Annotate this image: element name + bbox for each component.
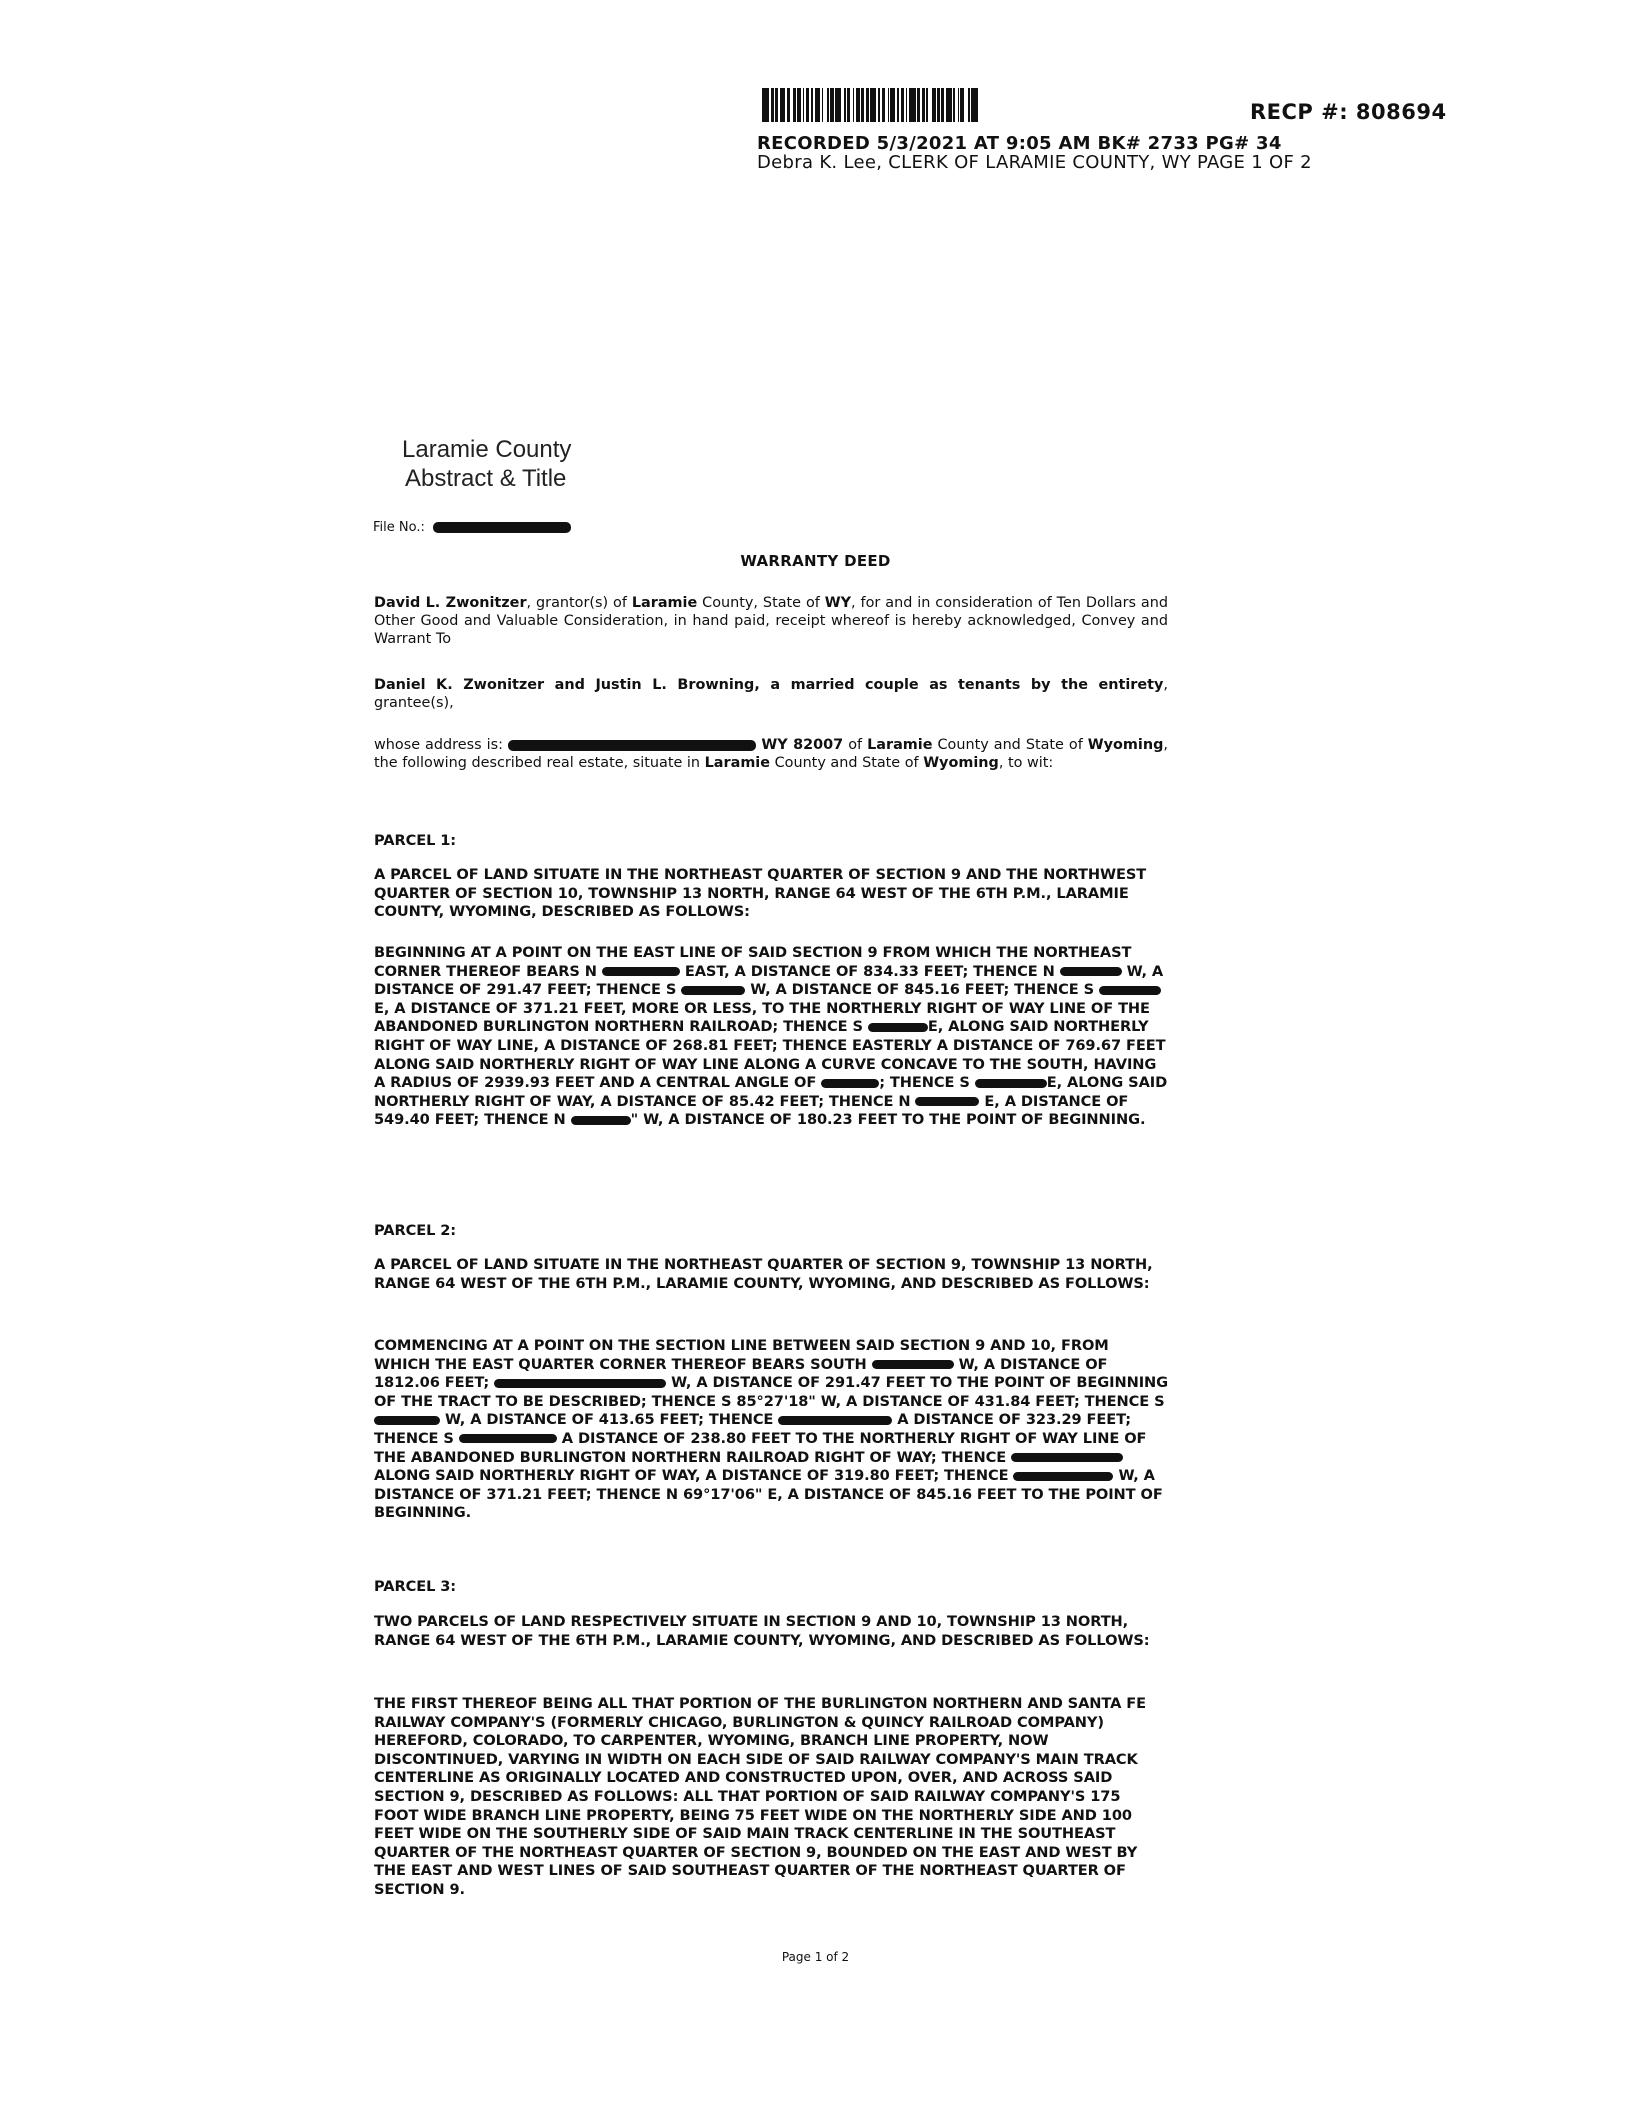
company-name-line1: Laramie County [402,436,572,463]
text-run: , grantor(s) of [526,595,632,611]
grantee-names: Daniel K. Zwonitzer and Justin L. Browning, a married couple as tenants by the entirety [374,677,1164,693]
text-run: , grantee(s), [374,677,1168,711]
text-run: EAST, A DISTANCE OF 834.33 FEET; THENCE N [679,962,1055,980]
redaction-mark [602,967,680,976]
file-number-label: File No.: [373,520,425,535]
redaction-mark [508,740,756,751]
page-number: Page 1 of 2 [781,1950,850,1964]
parcel-3-first-parcel: THE FIRST THEREOF BEING ALL THAT PORTION OF THE BURLINGTON NORTHERN AND SANTA FE RAILWAY COMPANY'S (FORMERLY CHICAGO, BURLINGTON & QUINCY RAILROAD COMPANY) HEREFORD, COLORADO, TO CARPENTER, WYOMING, BRANCH LINE PROPERTY, NOW DISCONTINUED, VARYING IN WIDTH ON EACH SIDE OF SAID RAILWAY COMPANY'S MAIN TRACK CENTERLINE AS ORIGINALLY LOCATED AND CONSTRUCTED UPON, OVER, AND ACROSS SAID SECTION 9, DESCRIBED AS FOLLOWS: ALL THAT PORTION OF SAID RAILWAY COMPANY'S 175 FOOT WIDE BRANCH LINE PROPERTY, BEING 75 FEET WIDE ON THE NORTHERLY SIDE AND 100 FEET WIDE ON THE SOUTHERLY SIDE OF SAID MAIN TRACK CENTERLINE IN THE SOUTHEAST QUARTER OF THE NORTHEAST QUARTER OF SECTION 9, BOUNDED ON THE EAST AND WEST BY THE EAST AND WEST LINES OF SAID SOUTHEAST QUARTER OF THE NORTHEAST QUARTER OF SECTION 9. [374,1695,1147,1898]
text-run: A DISTANCE OF 238.80 FEET TO THE NORTHERLY RIGHT OF WAY LINE OF THE ABANDONED BURLINGTON NORTHERN RAILROAD RIGHT OF WAY; THENCE [374,1429,1147,1466]
redaction-mark [778,1416,892,1425]
text-run: E, A DISTANCE OF 371.21 FEET, MORE OR LESS, TO THE NORTHERLY RIGHT OF WAY LINE OF THE ABANDONED BURLINGTON NORTHERN RAILROAD; THENCE S [374,999,1150,1036]
barcode-bar [909,88,916,122]
redaction-mark [1060,967,1122,976]
text-run: W, A DISTANCE OF 291.47 FEET TO THE POINT OF BEGINNING OF THE TRACT TO BE DESCRIBED; THENCE S 85°27'18" W, A DISTANCE OF 431.84 FEET; THENCE S [374,1374,1169,1410]
zip-code: WY 82007 [755,737,844,753]
redaction-mark [494,1379,666,1388]
barcode-bar [762,88,769,122]
barcode-bar [971,88,978,122]
redaction-mark [1013,1472,1113,1481]
redaction-mark [915,1097,979,1106]
county-name: Laramie [704,755,771,771]
parcel-3-heading: PARCEL 3: [374,1578,457,1595]
company-name-line2: Abstract & Title [405,465,567,492]
text-run: , the following described real estate, situate in [374,737,1168,771]
receipt-number: RECP #: 808694 [1250,100,1447,124]
redaction-mark [821,1079,879,1088]
text-run: E, ALONG SAID NORTHERLY RIGHT OF WAY LINE, A DISTANCE OF 268.81 FEET; THENCE EASTERLY A DISTANCE OF 769.67 FEET ALONG SAID NORTHERLY RIGHT OF WAY LINE ALONG A CURVE CONCAVE TO THE SOUTH, HAVING A RADIUS OF 2939.93 FEET AND A CENTRAL ANGLE OF [374,1018,1166,1092]
redaction-mark [571,1116,631,1125]
text-run: A DISTANCE OF 323.29 FEET; THENCE S [374,1411,1131,1447]
parcel-3-description: TWO PARCELS OF LAND RESPECTIVELY SITUATE IN SECTION 9 AND 10, TOWNSHIP 13 NORTH, RANGE 64 WEST OF THE 6TH P.M., LARAMIE COUNTY, WYOMING, AND DESCRIBED AS FOLLOWS: [374,1613,1150,1649]
county-name: Laramie [631,595,698,611]
redaction-mark [872,1360,954,1369]
grantor-name: David L. Zwonitzer [374,595,527,611]
county-name: Laramie [867,737,933,753]
text-run: , for and in consideration of Ten Dollars and Other Good and Valuable Consideration, in hand paid, receipt whereof is hereby acknowledged, Convey and Warrant To [374,595,1169,647]
text-run: County and State of [932,737,1088,753]
barcode-bar [835,88,842,122]
parcel-1-description: A PARCEL OF LAND SITUATE IN THE NORTHEAST QUARTER OF SECTION 9 AND THE NORTHWEST QUARTER OF SECTION 10, TOWNSHIP 13 NORTH, RANGE 64 WEST OF THE 6TH P.M., LARAMIE COUNTY, WYOMING, DESCRIBED AS FOLLOWS: [374,866,1147,921]
redaction-mark [868,1023,928,1032]
parcel-2-legal-description [374,1337,1168,1523]
redaction-mark [433,522,571,533]
parcel-1-heading: PARCEL 1: [374,832,457,849]
document-title: WARRANTY DEED [740,552,891,570]
text-run: E, ALONG SAID NORTHERLY RIGHT OF WAY, A DISTANCE OF 85.42 FEET; THENCE N [374,1074,1168,1110]
parcel-2-heading: PARCEL 2: [374,1222,457,1239]
recording-barcode [762,88,1138,122]
text-run: W, A DISTANCE OF 1812.06 FEET; [374,1355,1108,1392]
state-name: Wyoming [1087,737,1164,753]
redaction-mark [374,1416,440,1425]
text-run: COMMENCING AT A POINT ON THE SECTION LINE BETWEEN SAID SECTION 9 AND 10, FROM WHICH THE EAST QUARTER CORNER THEREOF BEARS SOUTH [374,1337,1109,1373]
redaction-mark [975,1079,1047,1088]
text-run: W, A DISTANCE OF 291.47 FEET; THENCE S [374,962,1164,999]
file-number [373,520,571,535]
text-run: ALONG SAID NORTHERLY RIGHT OF WAY, A DISTANCE OF 319.80 FEET; THENCE [374,1467,1009,1485]
address-paragraph [374,736,1168,772]
text-run: E, A DISTANCE OF 549.40 FEET; THENCE N [374,1092,1129,1129]
parcel-2-description: A PARCEL OF LAND SITUATE IN THE NORTHEAST QUARTER OF SECTION 9, TOWNSHIP 13 NORTH, RANGE 64 WEST OF THE 6TH P.M., LARAMIE COUNTY, WYOMING, AND DESCRIBED AS FOLLOWS: [374,1256,1153,1292]
text-run: BEGINNING AT A POINT ON THE EAST LINE OF SAID SECTION 9 FROM WHICH THE NORTHEAST CORNER THEREOF BEARS N [374,944,1132,980]
text-run: , to wit: [998,755,1054,771]
text-run: W, A DISTANCE OF 413.65 FEET; THENCE [440,1411,774,1429]
parcel-1-legal-description [374,944,1168,1130]
state-name: Wyoming [923,755,999,771]
text-run: W, A DISTANCE OF 845.16 FEET; THENCE S [745,981,1094,999]
text-run: whose address is: [374,737,508,753]
recorded-line: RECORDED 5/3/2021 AT 9:05 AM BK# 2733 PG# 34 [757,133,1282,154]
state-name: WY [824,595,852,611]
text-run: of [843,737,868,753]
text-run: W, A DISTANCE OF 371.21 FEET; THENCE N 69°17'06" E, A DISTANCE OF 845.16 FEET TO THE POINT OF BEGINNING. [374,1467,1163,1522]
clerk-line: Debra K. Lee, CLERK OF LARAMIE COUNTY, WY PAGE 1 OF 2 [757,152,1312,173]
text-run: " W, A DISTANCE OF 180.23 FEET TO THE POINT OF BEGINNING. [630,1111,1146,1129]
grantee-paragraph [374,676,1168,712]
text-run: County, State of [697,595,825,611]
redaction-mark [1099,986,1161,995]
text-run: ; THENCE S [879,1074,970,1092]
redaction-mark [459,1434,557,1443]
redaction-mark [1011,1453,1123,1462]
grantor-paragraph [374,594,1168,648]
redaction-mark [681,986,745,995]
text-run: County and State of [770,755,924,771]
